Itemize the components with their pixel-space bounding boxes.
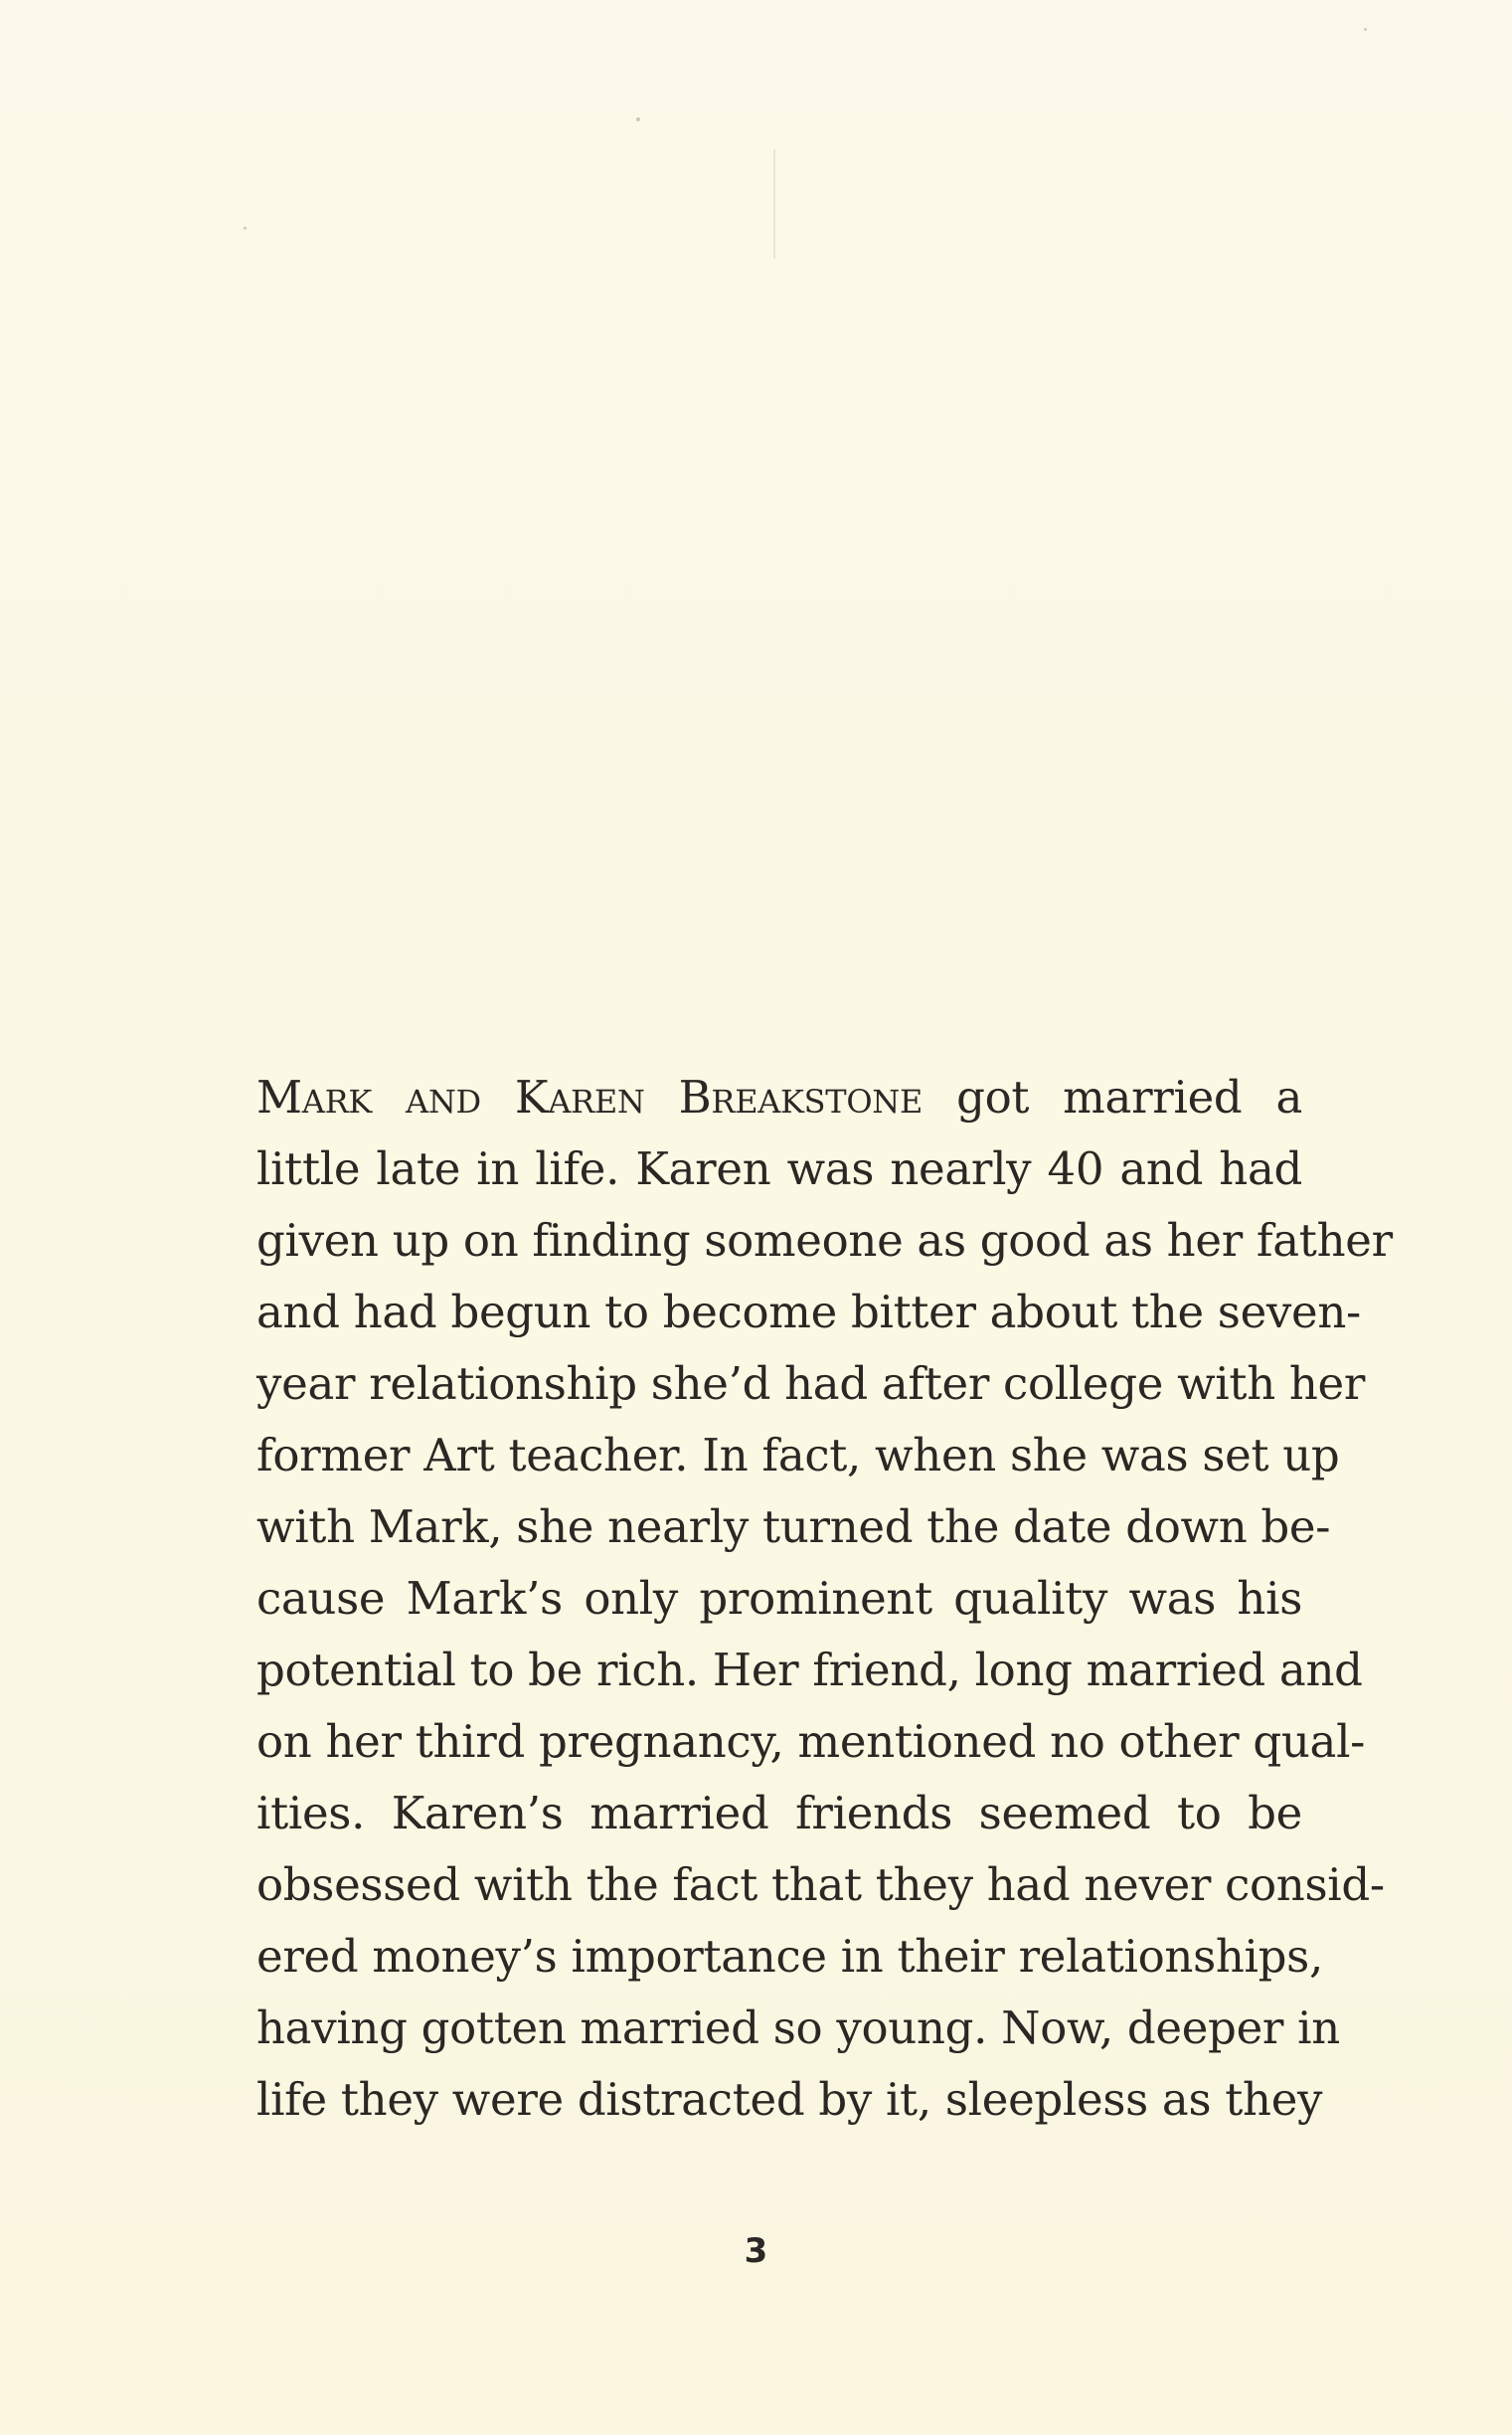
text-line: having gotten married so young. Now, deeper in	[256, 2001, 1340, 2054]
text-line: ered money’s importance in their relationships,	[256, 1930, 1323, 1983]
text-line: little late in life. Karen was nearly 40 and had	[256, 1142, 1302, 1195]
text-line: former Art teacher. In fact, when she was set up	[256, 1429, 1340, 1481]
text-line: given up on finding someone as good as her father	[256, 1214, 1393, 1267]
paper-speck	[636, 117, 640, 121]
text-line: on her third pregnancy, mentioned no other qual-	[256, 1715, 1366, 1768]
paper-speck	[1364, 28, 1367, 31]
paper-speck	[244, 227, 247, 230]
lead-in-small-caps: Mark and Karen Breakstone	[256, 1071, 924, 1124]
text-line	[256, 1062, 1302, 1133]
body-paragraph	[256, 1062, 1393, 2136]
text-line-segment: got married a	[923, 1071, 1302, 1124]
text-line: ities. Karen’s married friends seemed to be	[256, 1787, 1302, 1839]
text-line: year relationship she’d had after college with her	[256, 1357, 1366, 1410]
page-number: 3	[744, 2231, 768, 2271]
text-line: life they were distracted by it, sleepless as they	[256, 2073, 1323, 2126]
text-line: potential to be rich. Her friend, long married and	[256, 1644, 1363, 1696]
text-line: obsessed with the fact that they had never consid-	[256, 1858, 1385, 1911]
text-line: with Mark, she nearly turned the date down be-	[256, 1500, 1331, 1553]
page-crease-mark	[773, 149, 775, 259]
text-line: cause Mark’s only prominent quality was his	[256, 1572, 1302, 1625]
text-line: and had begun to become bitter about the seven-	[256, 1286, 1361, 1338]
